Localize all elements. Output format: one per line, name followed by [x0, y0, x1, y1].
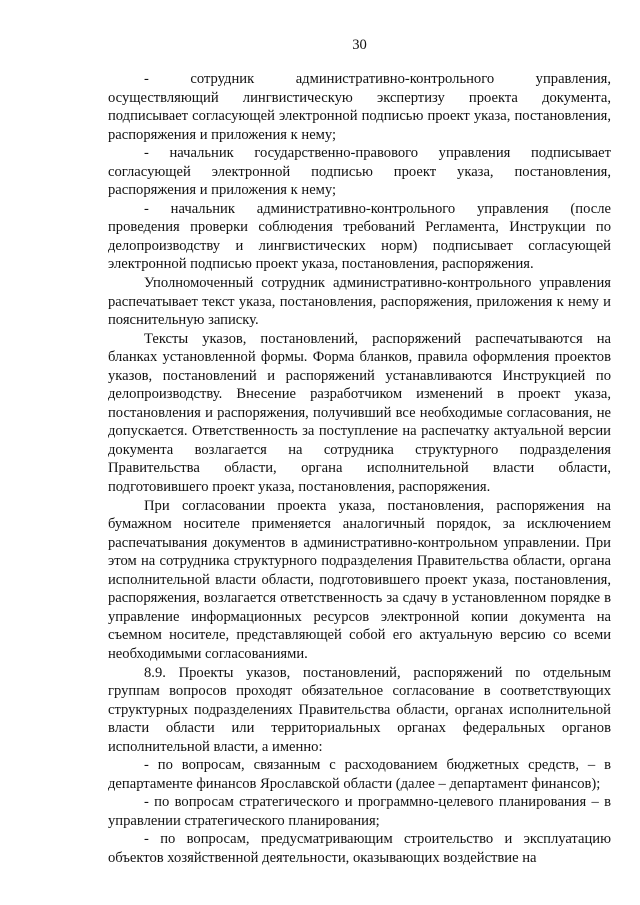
paragraph: - по вопросам, предусматривающим строительство и эксплуатацию объектов хозяйственной деятельности, оказывающих воздействие на: [108, 831, 611, 866]
paragraph: - по вопросам, связанным с расходованием бюджетных средств, – в департаменте финансов Ярославской области (далее – департамент финансов);: [108, 757, 611, 792]
body-text: [108, 70, 611, 868]
paragraph: - начальник административно-контрольного управления (после проведения проверки соблюдения требований Регламента, Инструкции по делопроизводству и лингвистических норм) подписывает согласующей электронной подписью проект указа, постановления, распоряжения.: [108, 200, 611, 273]
paragraph: - сотрудник административно-контрольного управления, осуществляющий лингвистическую экспертизу проекта документа, подписывает согласующей электронной подписью проект указа, постановления, распоряжения и приложения к нему;: [108, 71, 611, 143]
page-number: 30: [352, 37, 367, 53]
paragraph: - по вопросам стратегического и программно-целевого планирования – в управлении стратегического планирования;: [108, 794, 611, 829]
paragraph: При согласовании проекта указа, постановления, распоряжения на бумажном носителе применяется аналогичный порядок, за исключением распечатывания документов в административно-контрольном управлении. При этом на сотрудника структурного подразделения Правительства области, органа исполнительной власти области, подготовившего проект указа, постановления, распоряжения, возлагается ответственность за сдачу в установленном порядке в управление информационных ресурсов электронной копии документа на съемном носителе, представляющей собой его актуальную версию со всеми необходимыми согласованиями.: [108, 497, 611, 662]
paragraph: 8.9. Проекты указов, постановлений, распоряжений по отдельным группам вопросов проходят обязательное согласование в соответствующих структурных подразделениях Правительства области, органах исполнительной власти области или территориальных органах федеральных органов исполнительной власти, а именно:: [108, 664, 611, 755]
paragraph: - начальник государственно-правового управления подписывает согласующей электронной подписью проект указа, постановления, распоряжения и приложения к нему;: [108, 145, 611, 199]
paragraph: Уполномоченный сотрудник административно-контрольного управления распечатывает текст указа, постановления, распоряжения, приложения к нему и пояснительную записку.: [108, 275, 611, 329]
paragraph: Тексты указов, постановлений, распоряжений распечатываются на бланках установленной формы. Форма бланков, правила оформления проектов указов, постановлений и распоряжений устанавливаются Инструкцией по делопроизводству. Внесение разработчиком изменений в проект указа, постановления и распоряжения, получивший все необходимые согласования, не допускается. Ответственность за поступление на распечатку актуальной версии документа возлагается на сотрудника структурного подразделения Правительства области, органа исполнительной власти области, подготовившего проект указа, постановления, распоряжения.: [108, 330, 611, 496]
